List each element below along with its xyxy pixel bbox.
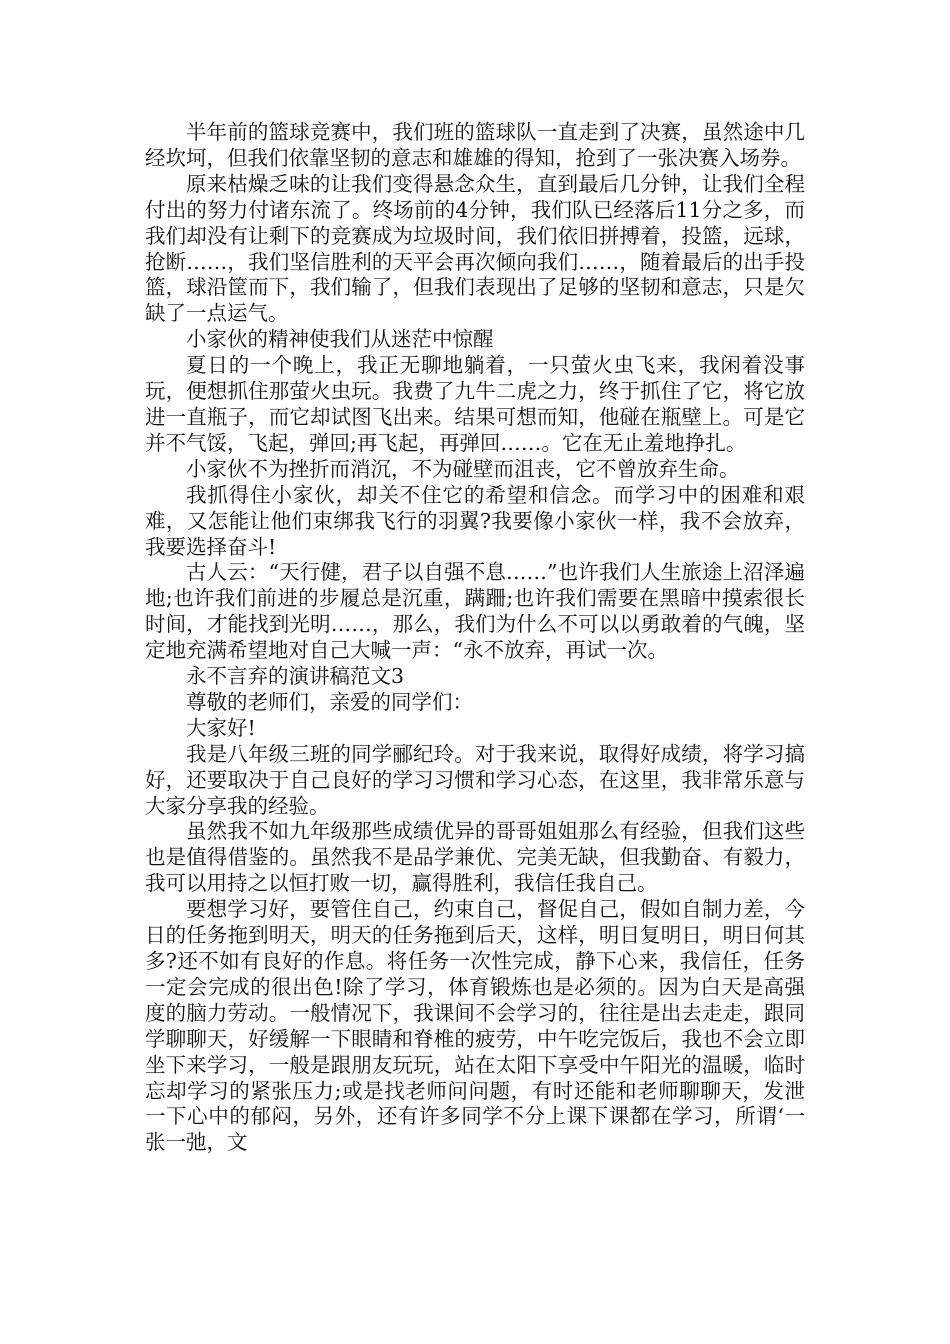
paragraph-basketball-final: 半年前的篮球竞赛中，我们班的篮球队一直走到了决赛，虽然途中几经坎坷，但我们依靠坚韧的意志和雄雄的得知，抢到了一张决赛入场券。 bbox=[145, 120, 805, 170]
paragraph-subheading-firefly: 小家伙的精神使我们从迷茫中惊醒 bbox=[186, 327, 494, 352]
paragraph-hope-and-belief: 我抓得住小家伙，却关不住它的希望和信念。而学习中的困难和艰难，又怎能让他们束绑我飞行的羽翼?我要像小家伙一样，我不会放弃，我要选择奋斗! bbox=[145, 482, 805, 559]
paragraph-study-habits: 要想学习好，要管住自己，约束自己，督促自己，假如自制力差，今日的任务拖到明天，明天的任务拖到后天，这样，明日复明日，明日何其多?还不如有良好的作息。将任务一次性完成，静下心来，我信任，任务一定会完成的很出色!除了学习，体育锻炼也是必须的。因为白天是高强度的脑力劳动。一般情况下，我课间不会学习的，往往是出去走走，跟同学聊聊天，好缓解一下眼睛和脊椎的疲劳，中午吃完饭后，我也不会立即坐下来学习，一般是跟朋友玩玩，站在太阳下享受中午阳光的温暖，临时忘却学习的紧张压力;或是找老师问问题，有时还能和老师聊聊天，发泄一下心中的郁闷，另外，还有许多同学不分上课下课都在学习，所谓‘一张一弛，文 bbox=[145, 897, 805, 1155]
paragraph-last-minutes: 原来枯燥乏味的让我们变得悬念众生，直到最后几分钟，让我们全程付出的努力付诸东流了。终场前的4分钟，我们队已经落后11分之多，而我们却没有让剩下的竞赛成为垃圾时间，我们依旧拼搏着，投篮，远球，抢断……，我们坚信胜利的天平会再次倾向我们……，随着最后的出手投篮，球沿筐而下，我们输了，但我们表现出了足够的坚韧和意志，只是欠缺了一点运气。 bbox=[145, 171, 805, 326]
section-title: 永不言弃的演讲稿范文3 bbox=[186, 664, 405, 689]
paragraph-not-discouraged: 小家伙不为挫折而消沉，不为碰壁而沮丧，它不曾放弃生命。 bbox=[186, 456, 740, 481]
paragraph-firefly-story: 夏日的一个晚上，我正无聊地躺着，一只萤火虫飞来，我闲着没事玩，便想抓住那萤火虫玩。我费了九牛二虎之力，终于抓住了它，将它放进一直瓶子，而它却试图飞出来。结果可想而知，他碰在瓶壁上。可是它并不气馁，飞起，弹回;再飞起，再弹回……。它在无止羞地挣扎。 bbox=[145, 353, 805, 455]
paragraph-ancient-saying: 古人云：“天行健，君子以自强不息……”也许我们人生旅途上沼泽遍地;也许我们前进的步履总是沉重，蹒跚;也许我们需要在黑暗中摸索很长时间，才能找到光明……，那么，我们为什么不可以以勇敢着的气魄，坚定地充满希望地对自己大喊一声：“永不放弃，再试一次。 bbox=[145, 560, 805, 663]
salutation: 尊敬的老师们，亲爱的同学们： bbox=[186, 689, 473, 714]
paragraph-experience: 虽然我不如九年级那些成绩优异的哥哥姐姐那么有经验，但我们这些也是值得借鉴的。虽然我不是品学兼优、完美无缺，但我勤奋、有毅力，我可以用持之以恒打败一切，赢得胜利，我信任我自己。 bbox=[145, 819, 805, 896]
document-body bbox=[145, 120, 805, 1156]
greeting: 大家好! bbox=[186, 715, 256, 740]
paragraph-introduction: 我是八年级三班的同学郦纪玲。对于我来说，取得好成绩，将学习搞好，还要取决于自己良好的学习习惯和学习心态，在这里，我非常乐意与大家分享我的经验。 bbox=[145, 741, 805, 818]
